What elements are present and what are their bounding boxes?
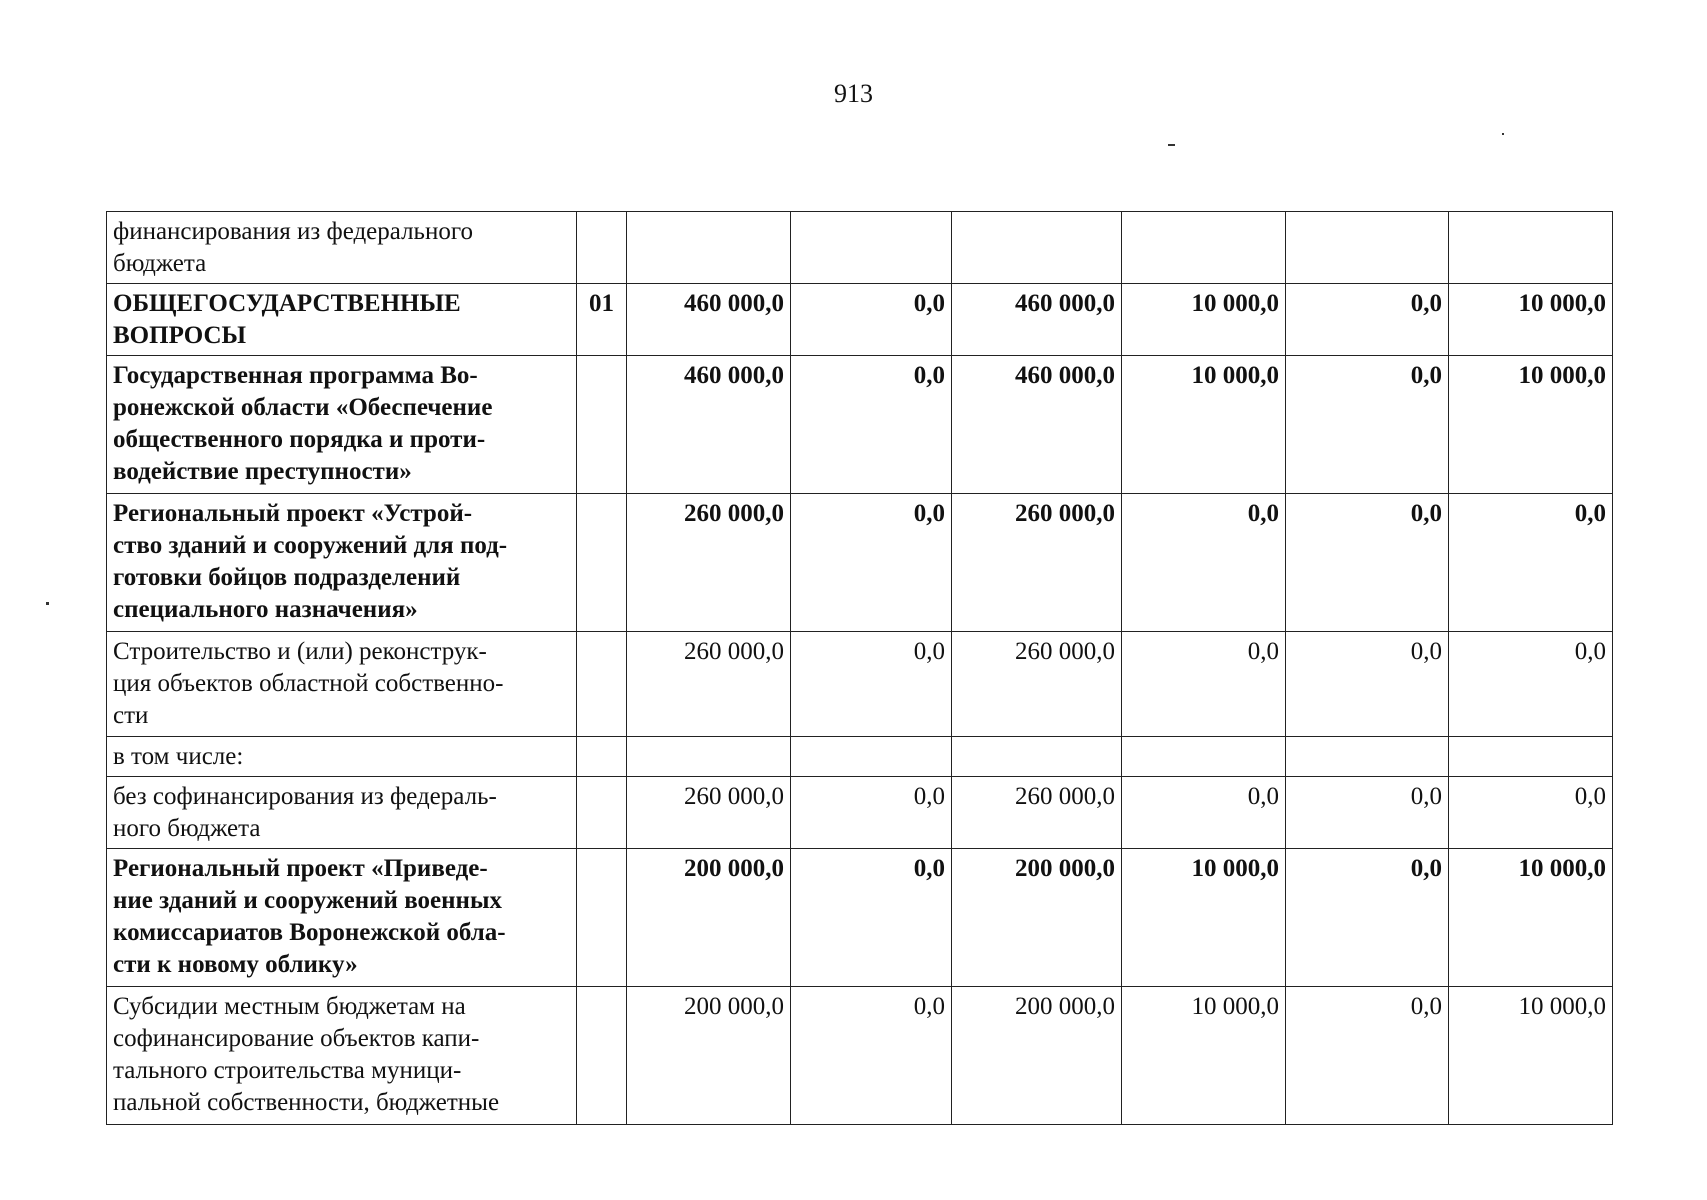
value-cell-total: 200 000,0: [627, 987, 791, 1125]
value-cell-total-2: [1122, 212, 1286, 284]
row-name-cell: [107, 987, 577, 1125]
value-cell-total: [627, 737, 791, 777]
value-cell-total-2: 0,0: [1122, 777, 1286, 849]
value-cell-total-2: 10 000,0: [1122, 987, 1286, 1125]
value-cell-regional: 260 000,0: [952, 632, 1122, 737]
row-code-cell: [577, 777, 627, 849]
table-row: [107, 849, 1613, 987]
row-name-line: тального строительства муници-: [113, 1057, 462, 1084]
value-cell-federal: 0,0: [791, 849, 952, 987]
value-cell-total: 200 000,0: [627, 849, 791, 987]
value-cell-total: 260 000,0: [627, 777, 791, 849]
row-code-cell: [577, 987, 627, 1125]
row-name-line: специального назначения»: [113, 596, 418, 623]
value-cell-regional: [952, 737, 1122, 777]
value-cell-federal: 0,0: [791, 987, 952, 1125]
row-name-line: ронежской области «Обеспечение: [113, 394, 493, 421]
value-cell-total: 260 000,0: [627, 494, 791, 632]
row-name-line: ство зданий и сооружений для под-: [113, 532, 508, 559]
value-cell-regional-2: 10 000,0: [1449, 849, 1613, 987]
row-name-cell: [107, 494, 577, 632]
row-name-line: комиссариатов Воронежской обла-: [113, 919, 506, 946]
table-row: [107, 632, 1613, 737]
table-row: [107, 987, 1613, 1125]
value-cell-regional: 200 000,0: [952, 849, 1122, 987]
row-code-cell: [577, 356, 627, 494]
row-name-cell: [107, 632, 577, 737]
table-row: [107, 737, 1613, 777]
value-cell-total: 260 000,0: [627, 632, 791, 737]
page-number: 913: [834, 79, 873, 108]
value-cell-federal: [791, 212, 952, 284]
scan-speck: [1502, 133, 1504, 135]
value-cell-total-2: 10 000,0: [1122, 284, 1286, 356]
row-name-cell: [107, 356, 577, 494]
value-cell-federal-2: 0,0: [1286, 849, 1449, 987]
value-cell-regional-2: 0,0: [1449, 632, 1613, 737]
value-cell-federal: 0,0: [791, 494, 952, 632]
row-name-line: ция объектов областной собственно-: [113, 670, 504, 697]
budget-table: [106, 211, 1613, 1125]
value-cell-federal: [791, 737, 952, 777]
value-cell-total: 460 000,0: [627, 356, 791, 494]
value-cell-regional-2: 10 000,0: [1449, 284, 1613, 356]
value-cell-regional: 460 000,0: [952, 356, 1122, 494]
value-cell-regional: 260 000,0: [952, 777, 1122, 849]
row-name-line: без софинансирования из федераль-: [113, 783, 497, 810]
row-code-cell: [577, 212, 627, 284]
row-name-line: сти: [113, 702, 149, 729]
value-cell-federal-2: [1286, 737, 1449, 777]
row-name-line: софинансирование объектов капи-: [113, 1025, 480, 1052]
value-cell-total-2: 0,0: [1122, 494, 1286, 632]
value-cell-total-2: 0,0: [1122, 632, 1286, 737]
table-row: [107, 494, 1613, 632]
row-code-cell: [577, 849, 627, 987]
value-cell-total: [627, 212, 791, 284]
value-cell-total-2: 10 000,0: [1122, 356, 1286, 494]
row-name-line: Субсидии местным бюджетам на: [113, 993, 466, 1020]
value-cell-federal-2: [1286, 212, 1449, 284]
row-name-line: пальной собственности, бюджетные: [113, 1089, 500, 1116]
row-name-line: ние зданий и сооружений военных: [113, 887, 502, 914]
row-name-line: ОБЩЕГОСУДАРСТВЕННЫЕ: [113, 290, 461, 317]
row-name-line: в том числе:: [113, 743, 244, 770]
table-body: [107, 212, 1613, 1125]
value-cell-federal-2: 0,0: [1286, 284, 1449, 356]
value-cell-federal: 0,0: [791, 284, 952, 356]
value-cell-federal: 0,0: [791, 632, 952, 737]
scan-speck: [46, 602, 49, 605]
row-code-cell: [577, 632, 627, 737]
row-name-cell: [107, 777, 577, 849]
value-cell-regional-2: 0,0: [1449, 777, 1613, 849]
row-name-cell: [107, 284, 577, 356]
value-cell-federal-2: 0,0: [1286, 494, 1449, 632]
row-name-line: водействие преступности»: [113, 458, 412, 485]
row-name-cell: [107, 849, 577, 987]
row-code-cell: [577, 737, 627, 777]
row-name-line: ного бюджета: [113, 815, 261, 842]
scan-speck: [1168, 144, 1175, 146]
table-row: [107, 284, 1613, 356]
value-cell-regional-2: 10 000,0: [1449, 356, 1613, 494]
row-name-line: Строительство и (или) реконструк-: [113, 638, 487, 665]
row-code-cell: [577, 494, 627, 632]
value-cell-total: 460 000,0: [627, 284, 791, 356]
value-cell-regional: [952, 212, 1122, 284]
row-name-line: сти к новому облику»: [113, 951, 358, 978]
row-code-cell: 01: [577, 284, 627, 356]
table-row: [107, 212, 1613, 284]
row-name-line: общественного порядка и проти-: [113, 426, 486, 453]
value-cell-regional: 460 000,0: [952, 284, 1122, 356]
value-cell-regional-2: [1449, 737, 1613, 777]
table-row: [107, 777, 1613, 849]
table-row: [107, 356, 1613, 494]
row-name-line: Региональный проект «Приведе-: [113, 855, 488, 882]
value-cell-regional: 260 000,0: [952, 494, 1122, 632]
value-cell-federal-2: 0,0: [1286, 987, 1449, 1125]
value-cell-federal-2: 0,0: [1286, 632, 1449, 737]
value-cell-federal-2: 0,0: [1286, 777, 1449, 849]
value-cell-regional-2: [1449, 212, 1613, 284]
value-cell-federal: 0,0: [791, 777, 952, 849]
row-name-cell: [107, 737, 577, 777]
value-cell-federal: 0,0: [791, 356, 952, 494]
row-name-line: Государственная программа Во-: [113, 362, 478, 389]
row-name-cell: [107, 212, 577, 284]
value-cell-regional-2: 10 000,0: [1449, 987, 1613, 1125]
row-name-line: бюджета: [113, 250, 207, 277]
row-name-line: готовки бойцов подразделений: [113, 564, 461, 591]
row-name-line: финансирования из федерального: [113, 218, 473, 245]
value-cell-federal-2: 0,0: [1286, 356, 1449, 494]
value-cell-total-2: 10 000,0: [1122, 849, 1286, 987]
row-name-line: Региональный проект «Устрой-: [113, 500, 473, 527]
value-cell-regional: 200 000,0: [952, 987, 1122, 1125]
row-name-line: ВОПРОСЫ: [113, 322, 247, 349]
value-cell-regional-2: 0,0: [1449, 494, 1613, 632]
value-cell-total-2: [1122, 737, 1286, 777]
